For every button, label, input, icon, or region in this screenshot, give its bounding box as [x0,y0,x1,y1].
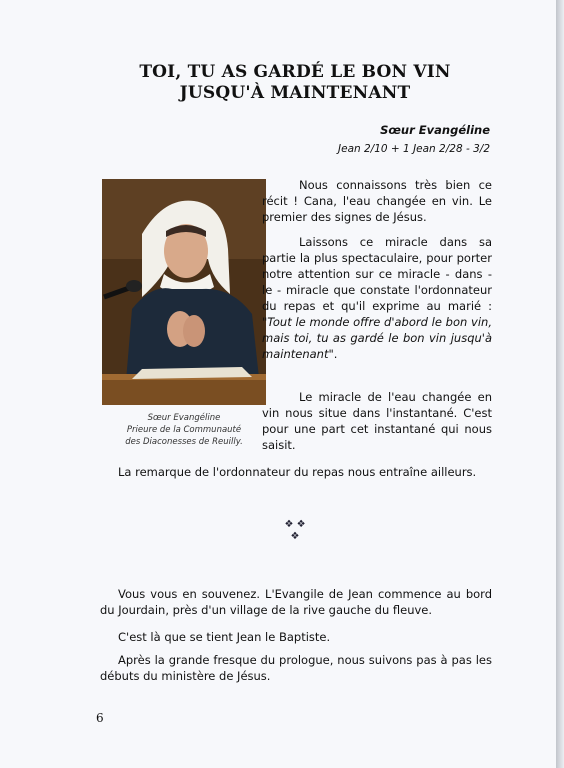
page-edge [556,0,564,768]
paragraph-4: La remarque de l'ordonnateur du repas nous entraîne ailleurs. [118,465,477,479]
section-ornament [281,519,309,543]
page-number: 6 [96,711,104,725]
caption-community: des Diaconesses de Reuilly. [125,437,243,447]
paragraph-2-quote: "Tout le monde offre d'abord le bon vin, mais toi, tu as gardé le bon vin jusqu'à maintenant" [262,315,492,361]
paragraph-2-text: Laissons ce miracle dans sa partie la plus spectaculaire, pour porter notre attention sur ce miracle - dans - le - miracle que constate l'ordonnateur du repas et qu'il exprime au marié : [262,235,492,313]
paragraph-2 [262,234,492,362]
paragraph-2-end: . [333,347,338,361]
caption-name: Sœur Evangéline [147,413,221,423]
paragraph-1: Nous connaissons très bien ce récit ! Cana, l'eau changée en vin. Le premier des signes de Jésus. [262,178,492,224]
title-line-2: JUSQU'À MAINTENANT [179,83,411,103]
title-line-1: TOI, TU AS GARDÉ LE BON VIN [139,62,451,82]
caption-role: Prieure de la Communauté [126,425,242,435]
paragraph-7: Après la grande fresque du prologue, nous suivons pas à pas les débuts du ministère de Jésus. [100,653,492,683]
paragraph-5: Vous vous en souvenez. L'Evangile de Jean commence au bord du Jourdain, près d'un village de la rive gauche du fleuve. [100,587,492,617]
nun-portrait-illustration [102,179,266,405]
ornament-top: ❖ ❖ [284,519,306,530]
photo-caption [102,412,266,448]
author-photo [102,179,266,405]
paragraph-3: Le miracle de l'eau changée en vin nous situe dans l'instantané. C'est pour une part cet instantané qui nous saisit. [262,390,492,452]
article-title [100,62,490,104]
paragraph-6: C'est là que se tient Jean le Baptiste. [118,630,331,644]
ornament-bottom: ❖ [290,531,300,542]
author-name: Sœur Evangéline [380,123,490,137]
scripture-reference: Jean 2/10 + 1 Jean 2/28 - 3/2 [338,143,490,155]
